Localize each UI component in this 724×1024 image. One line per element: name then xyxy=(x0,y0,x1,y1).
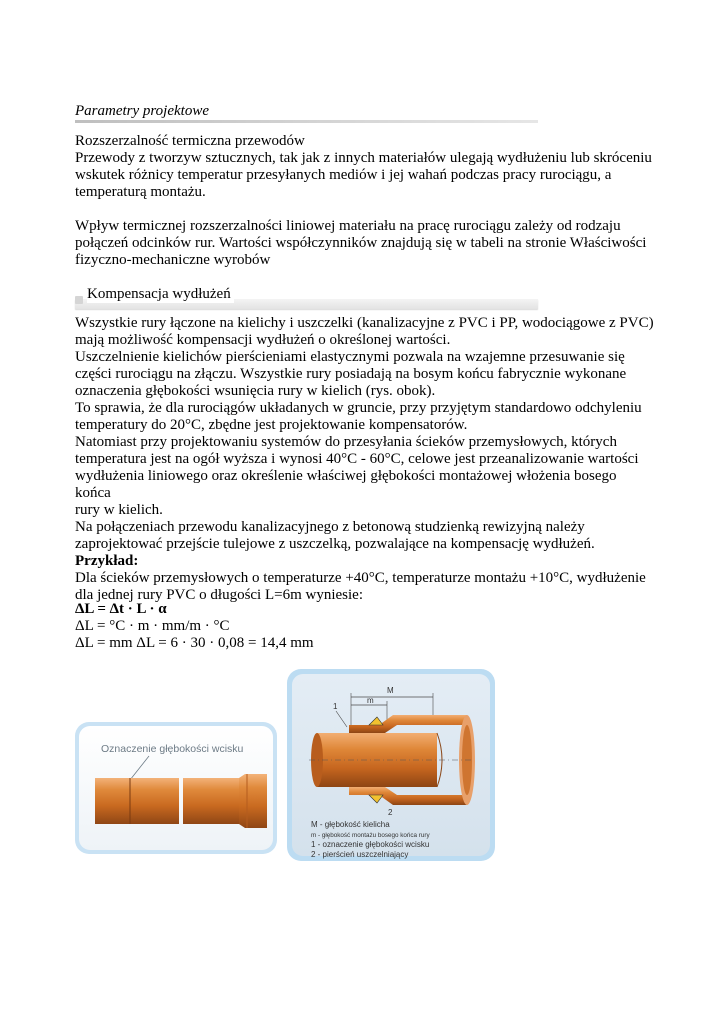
text-line: Uszczelnienie kielichów pierścieniami elastycznymi pozwala na wzajemne przesuwanie się xyxy=(75,349,625,365)
formula-main: ΔL = Δt · L · α xyxy=(75,601,167,617)
label-1: 1 xyxy=(333,702,338,711)
formula-calculation: ΔL = mm ΔL = 6 · 30 · 0,08 = 14,4 mm xyxy=(75,635,314,651)
text-line: To sprawia, że dla rurociągów układanych w gruncie, przy przyjętym standardowo odchyleniu xyxy=(75,400,642,416)
paragraph-title: Rozszerzalność termiczna przewodów xyxy=(75,133,305,149)
legend-item: M - głębokość kielicha xyxy=(311,820,390,829)
text-line: Wpływ termicznej rozszerzalności liniowej materiału na pracę rurociągu zależy od rodzaju xyxy=(75,218,621,234)
section-heading-text: Kompensacja wydłużeń xyxy=(87,286,234,303)
pipe-spigot xyxy=(95,778,179,824)
legend-item: 2 - pierścień uszczelniający xyxy=(311,850,409,859)
heading-underline xyxy=(75,120,538,123)
section-heading-kompensacja xyxy=(75,286,538,308)
figure-socket-section xyxy=(287,669,495,861)
text-line: Wszystkie rury łączone na kielichy i uszczelki (kanalizacyjne z PVC i PP, wodociągowe z PVC) xyxy=(75,315,654,331)
paragraph-compensation xyxy=(75,315,655,604)
figure-caption: Oznaczenie głębokości wcisku xyxy=(101,743,244,755)
figure-pipe-marking xyxy=(75,722,277,854)
text-line: Natomiast przy projektowaniu systemów do przesyłania ścieków przemysłowych, których xyxy=(75,434,617,450)
label-m: m xyxy=(367,696,374,705)
text-line: temperatury do 20°C, zbędne jest projektowanie kompensatorów. xyxy=(75,417,468,433)
legend-item: m - głębokość montażu bosego końca rury xyxy=(311,832,430,839)
text-line: rury w kielich. xyxy=(75,502,163,518)
legend-item: 1 - oznaczenie głębokości wcisku xyxy=(311,840,430,849)
text-line: połączeń odcinków rur. Wartości współczynników znajdują się w tabeli na stronie Właściwości xyxy=(75,235,647,251)
section-heading-parametry: Parametry projektowe xyxy=(75,103,209,119)
example-label: Przykład: xyxy=(75,553,139,569)
formula-units: ΔL = °C · m · mm/m · °C xyxy=(75,618,230,634)
text-line: temperatura jest na ogół wyższa i wynosi 40°C - 60°C, celowe jest przeanalizowanie wartości xyxy=(75,451,639,467)
label-M: M xyxy=(387,686,394,695)
heading-bullet-icon xyxy=(75,296,83,304)
text-line: fizyczno-mechaniczne wyrobów xyxy=(75,252,271,268)
text-line: dla jednej rury PVC o długości L=6m wyniesie: xyxy=(75,587,364,603)
pipe-socket xyxy=(239,774,267,828)
text-line: zaprojektować przejście tulejowe z uszczelką, pozwalające na kompensację wydłużeń. xyxy=(75,536,595,552)
label-2: 2 xyxy=(388,808,393,817)
text-line: wskutek różnicy temperatur przesyłanych mediów i jej wahań podczas pracy rurociągu, a xyxy=(75,167,612,183)
formula-block xyxy=(75,601,655,652)
text-line: Na połączeniach przewodu kanalizacyjnego z betonową studzienką rewizyjną należy xyxy=(75,519,585,535)
text-line: części rurociągu na złączu. Wszystkie rury posiadają na bosym końcu fabrycznie wykonane xyxy=(75,366,627,382)
text-line: oznaczenia głębokości wsunięcia rury w kielich (rys. obok). xyxy=(75,383,436,399)
text-line: Przewody z tworzyw sztucznych, tak jak z innych materiałów ulegają wydłużeniu lub skróceniu xyxy=(75,150,652,166)
text-line: mają możliwość kompensacji wydłużeń o określonej wartości. xyxy=(75,332,451,348)
paragraph-thermal-expansion xyxy=(75,133,655,201)
text-line: temperaturą montażu. xyxy=(75,184,206,200)
paragraph-influence xyxy=(75,218,655,269)
text-line: Dla ścieków przemysłowych o temperaturze +40°C, temperaturze montażu +10°C, wydłużenie xyxy=(75,570,646,586)
text-line: wydłużenia liniowego oraz określenie właściwej głębokości montażowej włożenia bosego końca xyxy=(75,468,617,501)
pipe-body xyxy=(183,778,239,824)
